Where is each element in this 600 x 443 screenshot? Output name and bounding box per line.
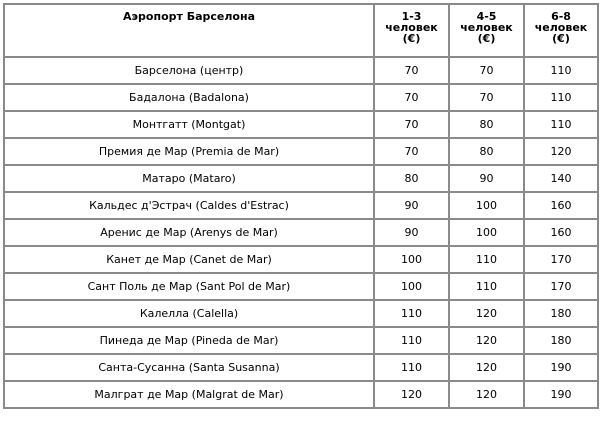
price-6-8-cell: 180	[524, 300, 598, 327]
destination-cell: Матаро (Mataro)	[4, 165, 374, 192]
header-1-3-range: 1-3	[401, 10, 422, 23]
price-6-8-cell: 160	[524, 192, 598, 219]
price-1-3-cell: 70	[374, 111, 449, 138]
price-4-5-cell: 110	[449, 273, 524, 300]
destination-cell: Кальдес д'Эстрач (Caldes d'Estrac)	[4, 192, 374, 219]
header-6-8-persons	[524, 4, 598, 57]
price-6-8-cell: 180	[524, 327, 598, 354]
price-1-3-cell: 90	[374, 219, 449, 246]
table-row	[4, 327, 598, 354]
price-6-8-cell: 170	[524, 246, 598, 273]
header-4-5-range: 4-5	[476, 10, 497, 23]
price-4-5-cell: 80	[449, 138, 524, 165]
price-4-5-cell: 70	[449, 84, 524, 111]
table-row	[4, 138, 598, 165]
table-row	[4, 300, 598, 327]
destination-cell: Пинеда де Мар (Pineda de Mar)	[4, 327, 374, 354]
price-4-5-cell: 120	[449, 354, 524, 381]
destination-cell: Барселона (центр)	[4, 57, 374, 84]
destination-cell: Аренис де Мар (Arenys de Mar)	[4, 219, 374, 246]
price-1-3-cell: 110	[374, 354, 449, 381]
price-1-3-cell: 70	[374, 84, 449, 111]
header-6-8-range: 6-8	[551, 10, 571, 23]
destination-cell: Сант Поль де Мар (Sant Pol de Mar)	[4, 273, 374, 300]
destination-cell: Малграт де Мар (Malgrat de Mar)	[4, 381, 374, 408]
header-1-3-currency: (€)	[402, 32, 421, 45]
price-6-8-cell: 120	[524, 138, 598, 165]
price-4-5-cell: 90	[449, 165, 524, 192]
price-6-8-cell: 110	[524, 57, 598, 84]
fare-table	[3, 3, 599, 409]
price-1-3-cell: 70	[374, 138, 449, 165]
header-4-5-unit: человек	[460, 21, 513, 34]
price-4-5-cell: 120	[449, 381, 524, 408]
table-row	[4, 381, 598, 408]
price-1-3-cell: 110	[374, 300, 449, 327]
table-row	[4, 219, 598, 246]
price-4-5-cell: 120	[449, 327, 524, 354]
header-6-8-unit: человек	[534, 21, 588, 34]
price-6-8-cell: 110	[524, 84, 598, 111]
price-6-8-cell: 170	[524, 273, 598, 300]
destination-cell: Бадалона (Badalona)	[4, 84, 374, 111]
table-row	[4, 57, 598, 84]
table-row	[4, 354, 598, 381]
table-row	[4, 192, 598, 219]
price-4-5-cell: 100	[449, 219, 524, 246]
price-1-3-cell: 70	[374, 57, 449, 84]
price-6-8-cell: 190	[524, 381, 598, 408]
destination-cell: Калелла (Calella)	[4, 300, 374, 327]
destination-cell: Монтгатт (Montgat)	[4, 111, 374, 138]
route-header: Аэропорт Барселона	[4, 4, 374, 57]
price-1-3-cell: 120	[374, 381, 449, 408]
table-row	[4, 84, 598, 111]
table-row	[4, 273, 598, 300]
table-row	[4, 246, 598, 273]
price-1-3-cell: 80	[374, 165, 449, 192]
price-4-5-cell: 110	[449, 246, 524, 273]
price-6-8-cell: 110	[524, 111, 598, 138]
header-row	[4, 4, 598, 57]
price-1-3-cell: 110	[374, 327, 449, 354]
price-4-5-cell: 80	[449, 111, 524, 138]
destination-cell: Канет де Мар (Canet de Mar)	[4, 246, 374, 273]
header-1-3-unit: человек	[385, 21, 438, 34]
header-6-8-currency: (€)	[552, 32, 570, 45]
destination-cell: Премия де Мар (Premia de Mar)	[4, 138, 374, 165]
header-4-5-persons	[449, 4, 524, 57]
price-4-5-cell: 70	[449, 57, 524, 84]
price-1-3-cell: 90	[374, 192, 449, 219]
price-6-8-cell: 160	[524, 219, 598, 246]
header-4-5-currency: (€)	[477, 32, 496, 45]
price-1-3-cell: 100	[374, 273, 449, 300]
price-6-8-cell: 190	[524, 354, 598, 381]
price-4-5-cell: 100	[449, 192, 524, 219]
price-6-8-cell: 140	[524, 165, 598, 192]
price-4-5-cell: 120	[449, 300, 524, 327]
table-row	[4, 111, 598, 138]
header-1-3-persons	[374, 4, 449, 57]
destination-cell: Санта-Сусанна (Santa Susanna)	[4, 354, 374, 381]
price-1-3-cell: 100	[374, 246, 449, 273]
table-row	[4, 165, 598, 192]
